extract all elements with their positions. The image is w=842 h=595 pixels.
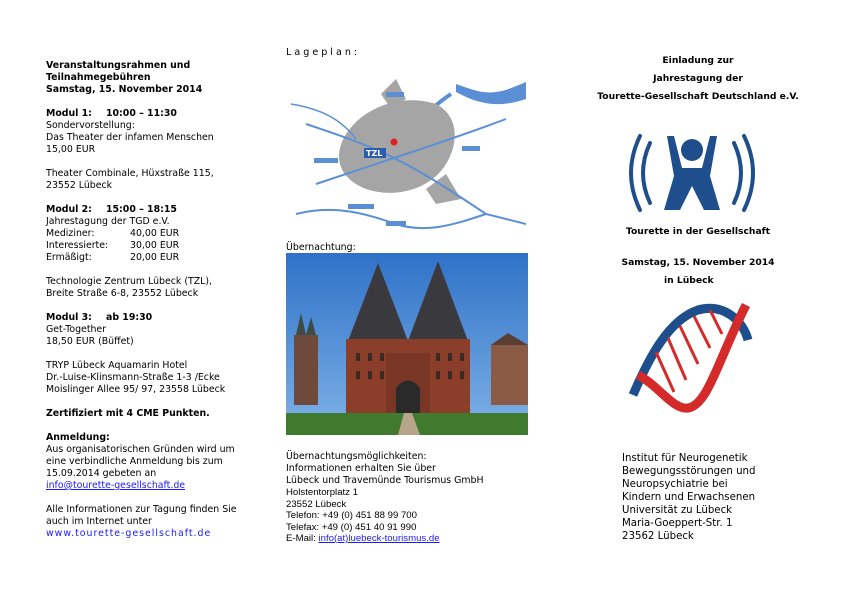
theme-title: Tourette in der Gesellschaft [625, 226, 771, 237]
program-date: Samstag, 15. November 2014 [46, 84, 203, 95]
accommodation-label: Übernachtung: [286, 242, 356, 253]
program-heading-2: Teilnahmegebühren [46, 72, 151, 83]
institute-line: Bewegungsstörungen und [622, 466, 756, 477]
hotel-line: Lübeck und Travemünde Tourismus GmbH [286, 475, 484, 486]
hotel-info [286, 451, 546, 545]
invite-line: Einladung zur [662, 55, 734, 66]
fax-number: Telefax: +49 (0) 451 40 91 990 [286, 521, 417, 533]
module-3-venue: Moislinger Allee 95/ 97, 23558 Lübeck [46, 384, 226, 395]
hotel-line: Informationen erhalten Sie über [286, 463, 436, 474]
hotel-line: Übernachtungsmöglichkeiten: [286, 451, 427, 462]
module-2-venue: Breite Straße 6-8, 23552 Lübeck [46, 288, 199, 299]
institute-line: 23562 Lübeck [622, 531, 694, 542]
module-1-venue: 23552 Lübeck [46, 180, 113, 191]
module-1-venue: Theater Combinale, Hüxstraße 115, [46, 168, 214, 179]
institute-line: Universität zu Lübeck [622, 505, 733, 516]
title-column [578, 52, 818, 106]
gate-arch [396, 381, 420, 414]
module-1-line: Sondervorstellung: [46, 120, 135, 131]
institute-block [622, 452, 822, 543]
person-icon [664, 136, 720, 210]
map-sign [462, 146, 480, 151]
event-city: in Lübeck [664, 275, 714, 286]
price-row: Interessierte: 30,00 EUR [46, 240, 180, 251]
module-3-venue: Dr.-Luise-Klinsmann-Straße 1-3 /Ecke [46, 372, 220, 383]
tzl-label: TZL [366, 149, 383, 158]
registration-text: eine verbindliche Anmeldung bis zum [46, 456, 223, 467]
registration-title: Anmeldung: [46, 432, 110, 443]
location-dot [391, 139, 398, 146]
address-line: Holstentorplatz 1 [286, 487, 358, 498]
module-3-price: 18,50 EUR (Büffet) [46, 336, 134, 347]
module-3-venue: TRYP Lübeck Aquamarin Hotel [46, 360, 188, 371]
tgd-logo [622, 128, 762, 218]
address-line: 23552 Lübeck [286, 498, 347, 510]
subtitle-block [578, 223, 818, 290]
invite-line: Jahrestagung der [653, 73, 743, 84]
registration-email-link[interactable]: info@tourette-gesellschaft.de [46, 480, 186, 491]
wave-icon [744, 136, 753, 210]
price-row: Ermäßigt: 20,00 EUR [46, 252, 180, 263]
institute-line: Neuropsychiatrie bei [622, 479, 728, 490]
info-text: auch im Internet unter [46, 516, 152, 527]
cme-note: Zertifiziert mit 4 CME Punkten. [46, 408, 210, 419]
program-heading-1: Veranstaltungsrahmen und [46, 60, 191, 71]
map-sign [348, 204, 374, 209]
price-row: Mediziner: 40,00 EUR [46, 228, 180, 239]
event-date: Samstag, 15. November 2014 [621, 257, 775, 268]
holstentor-photo [286, 253, 528, 435]
registration-text: 15.09.2014 gebeten an [46, 468, 157, 479]
info-text: Alle Informationen zur Tagung finden Sie [46, 504, 237, 515]
module-3-line: Get-Together [46, 324, 107, 335]
map-sign [386, 92, 404, 97]
program-column [46, 60, 276, 540]
module-1-header: Modul 1: 10:00 – 11:30 [46, 108, 177, 119]
invite-line: Tourette-Gesellschaft Deutschland e.V. [597, 91, 799, 102]
institute-line: Institut für Neurogenetik [622, 453, 748, 464]
map-sign [314, 158, 338, 163]
institute-line: Maria-Goeppert-Str. 1 [622, 518, 733, 529]
building [491, 345, 528, 405]
module-3-header: Modul 3: ab 19:30 [46, 312, 153, 323]
phone-number: Telefon: +49 (0) 451 88 99 700 [286, 510, 417, 521]
city-map [286, 64, 526, 239]
dna-logo [628, 300, 758, 415]
wave-icon [643, 143, 650, 203]
tourism-email-link[interactable]: info(at)luebeck-tourismus.de [318, 533, 440, 544]
tourism-email: E-Mail: info(at)luebeck-tourismus.de [286, 533, 440, 544]
institute-line: Kindern und Erwachsenen [622, 492, 756, 503]
location-column [286, 47, 536, 544]
map-label: Lageplan: [286, 47, 361, 58]
module-1-price: 15,00 EUR [46, 144, 96, 155]
church [294, 335, 318, 405]
map-sign [386, 221, 406, 226]
module-2-line: Jahrestagung der TGD e.V. [46, 216, 170, 227]
module-1-line: Das Theater der infamen Menschen [46, 132, 214, 143]
website-link[interactable]: www.tourette-gesellschaft.de [46, 528, 212, 539]
module-2-venue: Technologie Zentrum Lübeck (TZL), [46, 276, 212, 287]
module-2-header: Modul 2: 15:00 – 18:15 [46, 204, 177, 215]
wave-icon [631, 136, 640, 210]
registration-text: Aus organisatorischen Gründen wird um [46, 444, 235, 455]
wave-icon [734, 143, 741, 203]
